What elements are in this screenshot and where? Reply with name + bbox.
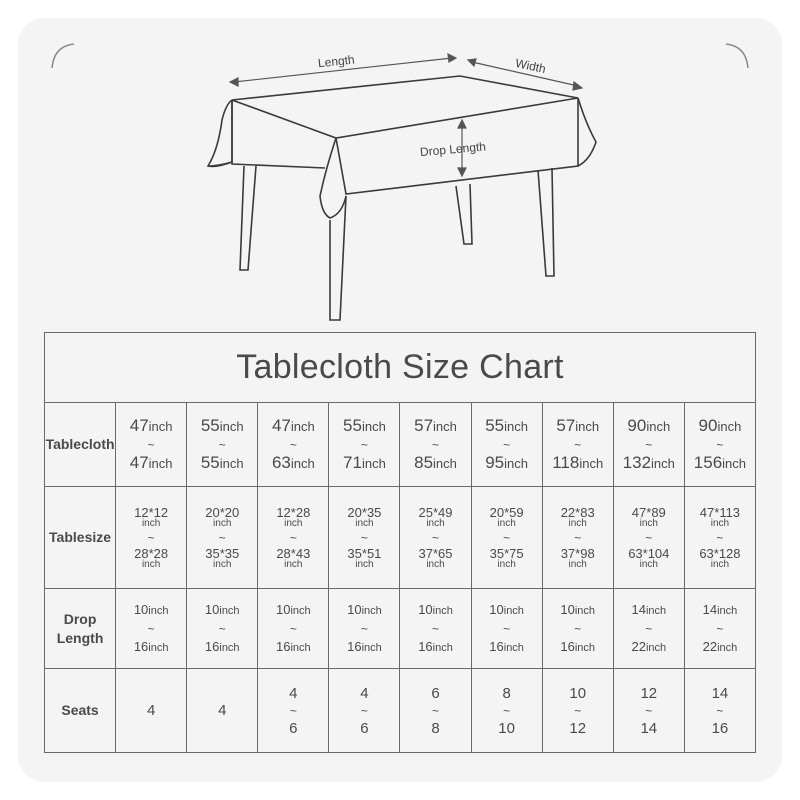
seats-cell bbox=[613, 669, 684, 753]
drop-length-cell bbox=[613, 589, 684, 669]
seats-from-value: 14 bbox=[711, 684, 729, 702]
drop-to-value: 16 bbox=[276, 638, 291, 654]
tablesize-from-value: 22*83 bbox=[560, 504, 595, 520]
drop-to bbox=[472, 638, 542, 657]
tablecloth-cell bbox=[329, 403, 400, 487]
drop-to bbox=[400, 638, 470, 657]
tablesize-from-unit: inch bbox=[355, 517, 374, 529]
drop-to-value: 22 bbox=[631, 638, 646, 654]
tablecloth-to-value: 118 bbox=[552, 452, 580, 472]
drop-to bbox=[116, 638, 186, 657]
tablesize-from-unit: inch bbox=[213, 517, 232, 529]
drop-length-cell bbox=[116, 589, 187, 669]
tablecloth-from bbox=[472, 417, 542, 436]
row-label-seats: Seats bbox=[45, 669, 116, 753]
tablecloth-from-value: 90 bbox=[627, 415, 647, 435]
seats-to-value: 6 bbox=[360, 719, 369, 737]
tilde-separator: ~ bbox=[574, 703, 582, 718]
tablecloth-from bbox=[329, 417, 399, 436]
tablecloth-cell bbox=[684, 403, 755, 487]
tilde-separator: ~ bbox=[645, 437, 653, 452]
tablesize-to-value: 63*128 bbox=[699, 545, 741, 561]
drop-length-cell bbox=[258, 589, 329, 669]
drop-to-unit: inch bbox=[574, 641, 596, 654]
tablecloth-from-unit: inch bbox=[148, 418, 173, 434]
tablecloth-from-value: 47 bbox=[129, 415, 149, 435]
drop-from-unit: inch bbox=[574, 604, 596, 617]
tablesize-to-unit: inch bbox=[284, 558, 303, 570]
tilde-separator: ~ bbox=[432, 621, 440, 636]
drop-from bbox=[543, 601, 613, 620]
tablecloth-to-unit: inch bbox=[504, 455, 528, 471]
tablesize-cell bbox=[187, 487, 258, 589]
seats-from-value: 4 bbox=[360, 684, 369, 702]
row-label-drop-line2: Length bbox=[56, 629, 104, 646]
drop-from-value: 10 bbox=[489, 601, 504, 617]
drop-from-value: 10 bbox=[276, 601, 291, 617]
tablesize-from-unit: inch bbox=[426, 517, 445, 529]
drop-length-cell bbox=[400, 589, 471, 669]
tablecloth-to-value: 55 bbox=[200, 452, 220, 472]
tablecloth-to bbox=[400, 454, 470, 473]
tablecloth-from-value: 47 bbox=[271, 415, 291, 435]
tablecloth-from bbox=[187, 417, 257, 436]
tablesize-from-value: 47*89 bbox=[631, 504, 666, 520]
tilde-separator: ~ bbox=[218, 437, 226, 452]
tablesize-from-value: 20*20 bbox=[205, 504, 240, 520]
tilde-separator: ~ bbox=[147, 530, 155, 545]
tablesize-cell bbox=[400, 487, 471, 589]
tablecloth-to-unit: inch bbox=[579, 455, 604, 471]
seats-cell bbox=[400, 669, 471, 753]
tilde-separator: ~ bbox=[432, 437, 440, 452]
seats-cell bbox=[258, 669, 329, 753]
tablecloth-from-unit: inch bbox=[290, 418, 315, 434]
tablesize-to-unit: inch bbox=[497, 558, 516, 570]
tilde-separator: ~ bbox=[360, 621, 368, 636]
tilde-separator: ~ bbox=[716, 621, 724, 636]
drop-to bbox=[187, 638, 257, 657]
tablesize-from-unit: inch bbox=[141, 517, 161, 529]
drop-to-unit: inch bbox=[361, 641, 382, 654]
tablesize-from-value: 12*12 bbox=[134, 504, 169, 520]
tablesize-from-value: 20*59 bbox=[489, 504, 524, 520]
drop-to bbox=[258, 638, 328, 657]
tablesize-to-value: 28*28 bbox=[134, 545, 169, 561]
row-label-tablesize: Tablesize bbox=[45, 487, 116, 589]
tablesize-cell bbox=[329, 487, 400, 589]
seats-to-value: 16 bbox=[711, 719, 729, 737]
row-label-drop-length bbox=[45, 589, 116, 669]
drop-to-value: 16 bbox=[560, 638, 575, 654]
tablesize-cell bbox=[258, 487, 329, 589]
tablecloth-from-unit: inch bbox=[646, 418, 671, 434]
tilde-separator: ~ bbox=[289, 703, 297, 718]
tablecloth-from bbox=[543, 417, 613, 436]
tablecloth-to bbox=[258, 454, 328, 473]
tablecloth-to bbox=[329, 454, 399, 473]
tablecloth-to bbox=[116, 454, 186, 473]
tablesize-from-value: 47*113 bbox=[699, 504, 741, 520]
seats-from-value: 10 bbox=[569, 684, 587, 702]
tablecloth-to-value: 63 bbox=[271, 452, 291, 472]
tilde-separator: ~ bbox=[574, 530, 582, 545]
tablecloth-to bbox=[614, 454, 684, 473]
seats-cell bbox=[187, 669, 258, 753]
row-label-tablecloth: Tablecloth bbox=[45, 403, 116, 487]
tablesize-cell bbox=[542, 487, 613, 589]
drop-from-value: 10 bbox=[133, 601, 149, 617]
drop-to-value: 16 bbox=[489, 638, 504, 654]
tablesize-cell bbox=[613, 487, 684, 589]
drop-from bbox=[472, 601, 542, 620]
drop-to-unit: inch bbox=[148, 641, 169, 654]
tablecloth-to-unit: inch bbox=[361, 455, 386, 471]
tablecloth-from-unit: inch bbox=[219, 418, 244, 434]
table-diagram bbox=[0, 0, 800, 330]
seats-from-value: 4 bbox=[218, 702, 227, 719]
tablesize-from-unit: inch bbox=[284, 517, 303, 529]
tablecloth-from-value: 57 bbox=[556, 415, 576, 435]
tablecloth-to-value: 85 bbox=[414, 452, 434, 472]
tablecloth-from-unit: inch bbox=[433, 418, 457, 434]
seats-cell bbox=[116, 669, 187, 753]
tilde-separator: ~ bbox=[716, 437, 724, 452]
tablecloth-cell bbox=[471, 403, 542, 487]
tilde-separator: ~ bbox=[289, 621, 297, 636]
tilde-separator: ~ bbox=[716, 530, 724, 545]
seats-to-value: 6 bbox=[289, 719, 298, 737]
tilde-separator: ~ bbox=[645, 530, 653, 545]
tilde-separator: ~ bbox=[574, 621, 582, 636]
tablesize-to-value: 28*43 bbox=[276, 545, 311, 561]
tilde-separator: ~ bbox=[574, 437, 582, 452]
tilde-separator: ~ bbox=[360, 437, 368, 452]
drop-from bbox=[685, 601, 755, 620]
drop-from-unit: inch bbox=[717, 604, 738, 617]
tablesize-to-value: 35*51 bbox=[347, 545, 382, 561]
tilde-separator: ~ bbox=[218, 530, 226, 545]
drop-to-unit: inch bbox=[503, 641, 524, 654]
drop-from bbox=[258, 601, 328, 620]
seats-cell bbox=[329, 669, 400, 753]
seats-from-value: 6 bbox=[431, 684, 440, 702]
tilde-separator: ~ bbox=[218, 621, 226, 636]
seats-from-value: 4 bbox=[289, 684, 298, 702]
tilde-separator: ~ bbox=[360, 703, 368, 718]
tilde-separator: ~ bbox=[645, 703, 653, 718]
tilde-separator: ~ bbox=[503, 703, 511, 718]
seats-to-value: 14 bbox=[640, 719, 658, 737]
table-row-seats bbox=[45, 669, 756, 753]
tablesize-to-unit: inch bbox=[568, 558, 587, 570]
tablecloth-cell bbox=[258, 403, 329, 487]
tablecloth-from-unit: inch bbox=[361, 418, 386, 434]
drop-to bbox=[614, 638, 684, 657]
tilde-separator: ~ bbox=[432, 703, 440, 718]
drop-to-value: 16 bbox=[347, 638, 362, 654]
table-row-tablesize bbox=[45, 487, 756, 589]
tablecloth-to bbox=[685, 454, 755, 473]
drop-from bbox=[329, 601, 399, 620]
tablesize-from-value: 20*35 bbox=[347, 504, 382, 520]
seats-from-value: 8 bbox=[502, 684, 511, 702]
seats-to-value: 12 bbox=[569, 719, 587, 737]
tilde-separator: ~ bbox=[289, 530, 297, 545]
tablesize-cell bbox=[471, 487, 542, 589]
drop-length-cell bbox=[187, 589, 258, 669]
tablecloth-to-value: 47 bbox=[129, 452, 149, 472]
drop-length-cell bbox=[684, 589, 755, 669]
tablesize-to-value: 37*65 bbox=[418, 545, 453, 561]
tablecloth-cell bbox=[400, 403, 471, 487]
drop-length-cell bbox=[329, 589, 400, 669]
tilde-separator: ~ bbox=[716, 703, 724, 718]
tablesize-to-value: 37*98 bbox=[560, 545, 595, 561]
drop-length-cell bbox=[471, 589, 542, 669]
chart-title: Tablecloth Size Chart bbox=[45, 333, 756, 403]
drop-from-unit: inch bbox=[503, 604, 524, 617]
tablecloth-from-unit: inch bbox=[504, 418, 528, 434]
table-row-tablecloth bbox=[45, 403, 756, 487]
tablesize-cell bbox=[116, 487, 187, 589]
tablecloth-from-unit: inch bbox=[717, 418, 742, 434]
tablecloth-cell bbox=[187, 403, 258, 487]
table-outline bbox=[208, 76, 596, 320]
tablecloth-to-value: 95 bbox=[485, 452, 505, 472]
seats-cell bbox=[471, 669, 542, 753]
row-label-drop-line1: Drop bbox=[63, 611, 97, 628]
tilde-separator: ~ bbox=[503, 437, 511, 452]
seats-from-value: 4 bbox=[146, 702, 156, 719]
tablesize-from-unit: inch bbox=[568, 517, 587, 529]
tablesize-from-value: 12*28 bbox=[276, 504, 311, 520]
drop-length-cell bbox=[542, 589, 613, 669]
drop-from-unit: inch bbox=[290, 604, 311, 617]
drop-from-value: 10 bbox=[418, 601, 433, 617]
tablecloth-to-unit: inch bbox=[722, 455, 747, 471]
seats-to-value: 10 bbox=[498, 719, 515, 737]
tilde-separator: ~ bbox=[503, 530, 511, 545]
seats-to-value: 8 bbox=[431, 719, 440, 737]
tablecloth-from-unit: inch bbox=[575, 418, 600, 434]
drop-to-unit: inch bbox=[717, 641, 738, 654]
tablecloth-from-value: 55 bbox=[485, 415, 505, 435]
tilde-separator: ~ bbox=[503, 621, 511, 636]
drop-from bbox=[187, 601, 257, 620]
drop-from bbox=[400, 601, 470, 620]
tablesize-from-value: 25*49 bbox=[418, 504, 453, 520]
drop-to-value: 22 bbox=[702, 638, 718, 654]
drop-from-unit: inch bbox=[219, 604, 240, 617]
size-chart-table bbox=[44, 332, 756, 753]
tilde-separator: ~ bbox=[432, 530, 440, 545]
tablesize-to-unit: inch bbox=[710, 558, 730, 570]
tablesize-to-unit: inch bbox=[213, 558, 232, 570]
tablecloth-to-value: 132 bbox=[622, 452, 652, 472]
table-row-drop-length bbox=[45, 589, 756, 669]
drop-length-label: Drop Length bbox=[419, 139, 487, 160]
tablecloth-from bbox=[116, 417, 186, 436]
tablesize-cell bbox=[684, 487, 755, 589]
tablesize-to-unit: inch bbox=[141, 558, 161, 570]
corner-left-decoration bbox=[52, 44, 74, 68]
tablesize-to-value: 63*104 bbox=[628, 545, 670, 561]
tablesize-to-value: 35*75 bbox=[489, 545, 524, 561]
tablesize-to-unit: inch bbox=[355, 558, 374, 570]
seats-cell bbox=[684, 669, 755, 753]
drop-to-unit: inch bbox=[432, 641, 453, 654]
drop-to-unit: inch bbox=[219, 641, 240, 654]
drop-from-value: 10 bbox=[204, 601, 220, 617]
tablecloth-to bbox=[543, 454, 613, 473]
tilde-separator: ~ bbox=[289, 437, 297, 452]
tablecloth-to-value: 156 bbox=[693, 452, 723, 472]
tablecloth-from-value: 55 bbox=[343, 415, 362, 435]
drop-from-value: 14 bbox=[702, 601, 718, 617]
tablesize-from-unit: inch bbox=[710, 517, 730, 529]
drop-to-unit: inch bbox=[290, 641, 311, 654]
drop-from-value: 10 bbox=[347, 601, 362, 617]
width-label: Width bbox=[514, 55, 548, 77]
drop-from bbox=[614, 601, 684, 620]
tablecloth-from bbox=[400, 417, 470, 436]
tablecloth-from bbox=[685, 417, 755, 436]
drop-from bbox=[116, 601, 186, 620]
drop-from-unit: inch bbox=[645, 604, 667, 617]
tablecloth-to bbox=[472, 454, 542, 473]
tablesize-from-unit: inch bbox=[639, 517, 658, 529]
tablecloth-to-value: 71 bbox=[343, 452, 362, 472]
tilde-separator: ~ bbox=[147, 437, 155, 452]
drop-to-value: 16 bbox=[133, 638, 149, 654]
tablecloth-to-unit: inch bbox=[433, 455, 457, 471]
drop-to-value: 16 bbox=[204, 638, 220, 654]
corner-right-decoration bbox=[726, 44, 748, 68]
seats-from-value: 12 bbox=[640, 684, 658, 702]
tablecloth-to-unit: inch bbox=[651, 455, 675, 471]
tilde-separator: ~ bbox=[645, 621, 653, 636]
tablecloth-to-unit: inch bbox=[148, 455, 173, 471]
drop-to bbox=[543, 638, 613, 657]
tablecloth-from bbox=[258, 417, 328, 436]
drop-to-unit: inch bbox=[645, 641, 667, 654]
tilde-separator: ~ bbox=[360, 530, 368, 545]
tablecloth-cell bbox=[542, 403, 613, 487]
drop-from-unit: inch bbox=[432, 604, 453, 617]
seats-cell bbox=[542, 669, 613, 753]
tablecloth-cell bbox=[613, 403, 684, 487]
tablecloth-from-value: 90 bbox=[698, 415, 718, 435]
tablecloth-to bbox=[187, 454, 257, 473]
tablesize-to-value: 35*35 bbox=[205, 545, 240, 561]
tablecloth-from-value: 55 bbox=[200, 415, 220, 435]
tablesize-to-unit: inch bbox=[426, 558, 445, 570]
drop-from-unit: inch bbox=[361, 604, 382, 617]
length-label: Length bbox=[317, 52, 356, 71]
drop-to bbox=[329, 638, 399, 657]
tablesize-from-unit: inch bbox=[497, 517, 516, 529]
drop-from-unit: inch bbox=[148, 604, 169, 617]
tablecloth-cell bbox=[116, 403, 187, 487]
tablecloth-from bbox=[614, 417, 684, 436]
drop-to bbox=[685, 638, 755, 657]
drop-from-value: 10 bbox=[560, 601, 575, 617]
tablecloth-to-unit: inch bbox=[290, 455, 315, 471]
drop-from-value: 14 bbox=[631, 601, 646, 617]
tilde-separator: ~ bbox=[147, 621, 155, 636]
tablecloth-from-value: 57 bbox=[414, 415, 434, 435]
tablecloth-to-unit: inch bbox=[219, 455, 244, 471]
drop-to-value: 16 bbox=[418, 638, 433, 654]
tablesize-to-unit: inch bbox=[639, 558, 658, 570]
